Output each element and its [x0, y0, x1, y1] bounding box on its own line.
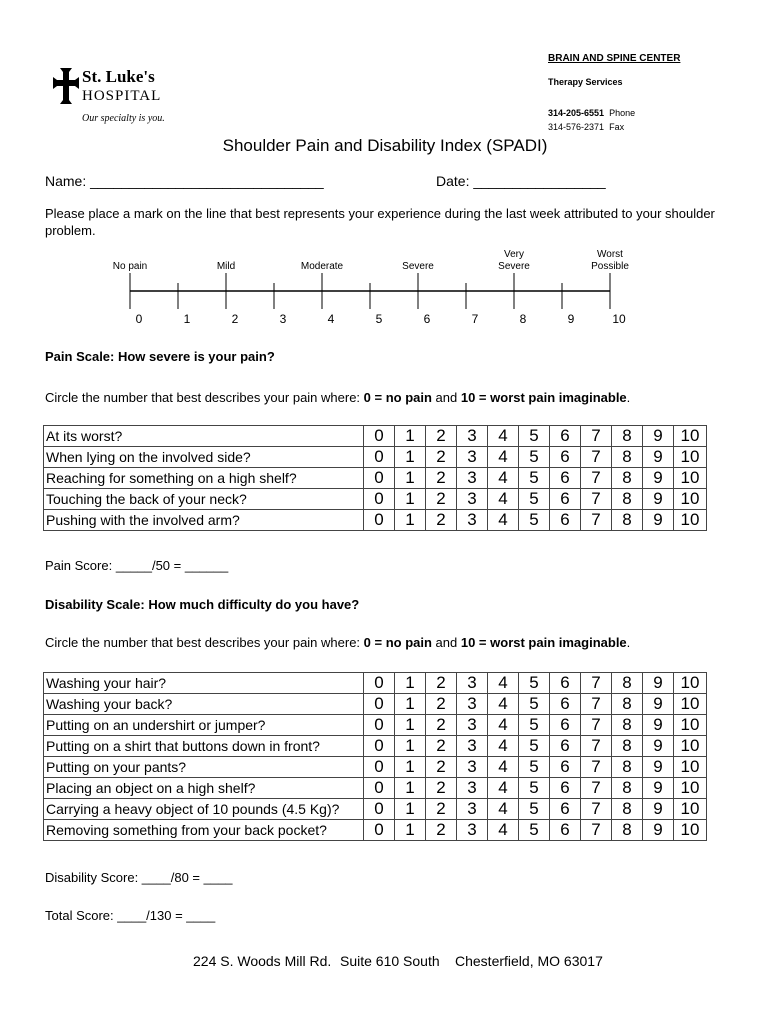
disability-instr-pre: Circle the number that best describes your pain where:	[45, 635, 364, 650]
scale-label: Mild	[216, 261, 236, 272]
pain-rating-7[interactable]: 7	[581, 426, 612, 447]
pain-row	[44, 510, 707, 531]
pain-instruction	[45, 390, 630, 405]
pain-rating-9[interactable]: 9	[643, 489, 674, 510]
pain-row	[44, 468, 707, 489]
phone-line	[548, 108, 635, 118]
disability-question: Putting on a shirt that buttons down in front?	[44, 736, 364, 757]
pain-instr-b2: 10 = worst pain imaginable	[460, 390, 627, 405]
pain-rating-9[interactable]: 9	[643, 468, 674, 489]
disability-rating-10[interactable]: 10	[674, 715, 707, 736]
scale-label: Possible	[591, 261, 629, 272]
pain-question: When lying on the involved side?	[44, 447, 364, 468]
disability-rating-10[interactable]: 10	[674, 673, 707, 694]
disability-row	[44, 673, 707, 694]
disability-rating-6[interactable]: 6	[550, 673, 581, 694]
disability-row	[44, 757, 707, 778]
scale-tick-label: 5	[375, 312, 383, 326]
services-label: Therapy Services	[548, 77, 623, 87]
disability-row	[44, 820, 707, 841]
disability-rating-5[interactable]: 5	[519, 820, 550, 841]
disability-rating-10[interactable]: 10	[674, 820, 707, 841]
disability-rating-9[interactable]: 9	[643, 778, 674, 799]
disability-rating-8[interactable]: 8	[612, 715, 643, 736]
scale-label: Very	[503, 249, 525, 260]
pain-question: Pushing with the involved arm?	[44, 510, 364, 531]
disability-rating-0[interactable]: 0	[364, 820, 395, 841]
pain-rating-0[interactable]: 0	[364, 426, 395, 447]
pain-rating-5[interactable]: 5	[519, 468, 550, 489]
disability-rating-5[interactable]: 5	[519, 778, 550, 799]
disability-rating-4[interactable]: 4	[488, 757, 519, 778]
pain-rating-6[interactable]: 6	[550, 468, 581, 489]
disability-rating-3[interactable]: 3	[457, 673, 488, 694]
disability-rating-2[interactable]: 2	[426, 673, 457, 694]
scale-tick-label: 7	[471, 312, 479, 326]
disability-row	[44, 778, 707, 799]
disability-rating-1[interactable]: 1	[395, 778, 426, 799]
pain-rating-4[interactable]: 4	[488, 468, 519, 489]
pain-rating-4[interactable]: 4	[488, 489, 519, 510]
scale-tick-label: 4	[327, 312, 335, 326]
disability-rating-0[interactable]: 0	[364, 715, 395, 736]
pain-row	[44, 426, 707, 447]
pain-row	[44, 447, 707, 468]
disability-rating-10[interactable]: 10	[674, 778, 707, 799]
disability-rating-4[interactable]: 4	[488, 673, 519, 694]
pain-rating-5[interactable]: 5	[519, 489, 550, 510]
scale-label: Moderate	[300, 261, 344, 272]
disability-rating-7[interactable]: 7	[581, 673, 612, 694]
pain-rating-6[interactable]: 6	[550, 447, 581, 468]
disability-question: Removing something from your back pocket?	[44, 820, 364, 841]
scale-label: Severe	[402, 261, 434, 272]
pain-question: Touching the back of your neck?	[44, 489, 364, 510]
pain-heading: Pain Scale: How severe is your pain?	[45, 349, 275, 364]
disability-rating-5[interactable]: 5	[519, 799, 550, 820]
disability-rating-10[interactable]: 10	[674, 736, 707, 757]
disability-rating-6[interactable]: 6	[550, 715, 581, 736]
disability-rating-5[interactable]: 5	[519, 694, 550, 715]
disability-rating-6[interactable]: 6	[550, 757, 581, 778]
disability-rating-10[interactable]: 10	[674, 757, 707, 778]
disability-rating-7[interactable]: 7	[581, 736, 612, 757]
pain-rating-7[interactable]: 7	[581, 510, 612, 531]
pain-rating-6[interactable]: 6	[550, 510, 581, 531]
scale-label: Severe	[498, 261, 530, 272]
scale-tick-label: 8	[519, 312, 527, 326]
disability-rating-4[interactable]: 4	[488, 820, 519, 841]
disability-rating-2[interactable]: 2	[426, 757, 457, 778]
pain-instr-end: .	[626, 390, 631, 405]
disability-rating-7[interactable]: 7	[581, 778, 612, 799]
disability-rating-9[interactable]: 9	[643, 736, 674, 757]
disability-rating-3[interactable]: 3	[457, 694, 488, 715]
cross-icon	[52, 66, 80, 106]
scale-tick-label: 10	[612, 312, 626, 326]
disability-rating-10[interactable]: 10	[674, 694, 707, 715]
disability-question: Carrying a heavy object of 10 pounds (4.5 Kg)?	[44, 799, 364, 820]
pain-rating-5[interactable]: 5	[519, 510, 550, 531]
date-field[interactable]: Date: _________________	[436, 173, 606, 189]
pain-rating-5[interactable]: 5	[519, 447, 550, 468]
pain-rating-3[interactable]: 3	[457, 447, 488, 468]
disability-rating-9[interactable]: 9	[643, 673, 674, 694]
disability-rating-3[interactable]: 3	[457, 715, 488, 736]
disability-rating-8[interactable]: 8	[612, 736, 643, 757]
pain-rating-10[interactable]: 10	[674, 426, 707, 447]
pain-rating-9[interactable]: 9	[643, 426, 674, 447]
pain-instr-pre: Circle the number that best describes your pain where:	[45, 390, 364, 405]
disability-rating-6[interactable]: 6	[550, 799, 581, 820]
disability-rating-2[interactable]: 2	[426, 778, 457, 799]
pain-instr-b1: 0 = no pain	[363, 390, 432, 405]
disability-rating-6[interactable]: 6	[550, 694, 581, 715]
disability-rating-5[interactable]: 5	[519, 715, 550, 736]
fax-line	[548, 122, 624, 132]
disability-rating-8[interactable]: 8	[612, 757, 643, 778]
pain-rating-2[interactable]: 2	[426, 447, 457, 468]
pain-scale-line[interactable]	[112, 245, 660, 330]
disability-rating-2[interactable]: 2	[426, 736, 457, 757]
disability-rating-1[interactable]: 1	[395, 694, 426, 715]
pain-rating-8[interactable]: 8	[612, 447, 643, 468]
disability-rating-2[interactable]: 2	[426, 820, 457, 841]
pain-rating-4[interactable]: 4	[488, 426, 519, 447]
disability-rating-1[interactable]: 1	[395, 736, 426, 757]
pain-rating-1[interactable]: 1	[395, 489, 426, 510]
pain-rating-1[interactable]: 1	[395, 426, 426, 447]
pain-rating-3[interactable]: 3	[457, 426, 488, 447]
total-score: Total Score: ____/130 = ____	[45, 908, 216, 923]
footer-suite: Suite 610 South	[340, 953, 440, 969]
disability-row	[44, 715, 707, 736]
pain-rating-1[interactable]: 1	[395, 447, 426, 468]
pain-rating-6[interactable]: 6	[550, 489, 581, 510]
pain-rating-7[interactable]: 7	[581, 489, 612, 510]
page-title: Shoulder Pain and Disability Index (SPADI)	[222, 136, 548, 155]
disability-rating-0[interactable]: 0	[364, 757, 395, 778]
scale-tick-label: 0	[135, 312, 143, 326]
disability-rating-9[interactable]: 9	[643, 820, 674, 841]
pain-rating-8[interactable]: 8	[612, 510, 643, 531]
instruction-text: Please place a mark on the line that best represents your experience during the last week attributed to your shoulder problem.	[45, 206, 715, 238]
disability-rating-3[interactable]: 3	[457, 820, 488, 841]
disability-rating-9[interactable]: 9	[643, 799, 674, 820]
pain-rating-1[interactable]: 1	[395, 468, 426, 489]
disability-row	[44, 694, 707, 715]
disability-rating-7[interactable]: 7	[581, 799, 612, 820]
disability-rating-1[interactable]: 1	[395, 757, 426, 778]
disability-rating-6[interactable]: 6	[550, 778, 581, 799]
footer-address: 224 S. Woods Mill Rd.	[193, 953, 332, 969]
phone-number: 314-205-6551	[548, 108, 605, 118]
disability-instruction	[45, 635, 630, 650]
disability-question: Washing your back?	[44, 694, 364, 715]
pain-rating-7[interactable]: 7	[581, 468, 612, 489]
pain-rating-10[interactable]: 10	[674, 447, 707, 468]
pain-rating-7[interactable]: 7	[581, 447, 612, 468]
pain-rating-6[interactable]: 6	[550, 426, 581, 447]
disability-rating-0[interactable]: 0	[364, 736, 395, 757]
disability-rating-4[interactable]: 4	[488, 799, 519, 820]
pain-rating-4[interactable]: 4	[488, 510, 519, 531]
center-name: BRAIN AND SPINE CENTER	[548, 53, 681, 64]
scale-tick-label: 9	[567, 312, 575, 326]
fax-label: Fax	[609, 122, 625, 132]
disability-question: Washing your hair?	[44, 673, 364, 694]
disability-rating-4[interactable]: 4	[488, 694, 519, 715]
disability-rating-5[interactable]: 5	[519, 736, 550, 757]
pain-rating-2[interactable]: 2	[426, 426, 457, 447]
disability-rating-8[interactable]: 8	[612, 778, 643, 799]
pain-rating-10[interactable]: 10	[674, 510, 707, 531]
pain-rating-8[interactable]: 8	[612, 426, 643, 447]
scale-label: No pain	[112, 261, 148, 272]
pain-rating-1[interactable]: 1	[395, 510, 426, 531]
disability-rating-8[interactable]: 8	[612, 673, 643, 694]
disability-rating-4[interactable]: 4	[488, 736, 519, 757]
pain-rating-3[interactable]: 3	[457, 489, 488, 510]
disability-question: Placing an object on a high shelf?	[44, 778, 364, 799]
disability-rating-2[interactable]: 2	[426, 694, 457, 715]
disability-rating-3[interactable]: 3	[457, 799, 488, 820]
disability-rating-0[interactable]: 0	[364, 778, 395, 799]
scale-tick-label: 6	[423, 312, 431, 326]
disability-rating-0[interactable]: 0	[364, 673, 395, 694]
pain-rating-8[interactable]: 8	[612, 489, 643, 510]
disability-rating-7[interactable]: 7	[581, 715, 612, 736]
disability-rating-3[interactable]: 3	[457, 778, 488, 799]
disability-rating-7[interactable]: 7	[581, 694, 612, 715]
disability-instr-b1: 0 = no pain	[363, 635, 432, 650]
disability-rating-1[interactable]: 1	[395, 673, 426, 694]
disability-rating-9[interactable]: 9	[643, 694, 674, 715]
name-field[interactable]: Name: ______________________________	[45, 173, 324, 189]
disability-row	[44, 799, 707, 820]
footer-city: Chesterfield, MO 63017	[455, 953, 603, 969]
scale-label: Worst	[597, 249, 623, 260]
disability-score: Disability Score: ____/80 = ____	[45, 870, 233, 885]
disability-rating-3[interactable]: 3	[457, 736, 488, 757]
pain-score: Pain Score: _____/50 = ______	[45, 558, 229, 573]
disability-rating-1[interactable]: 1	[395, 715, 426, 736]
disability-rating-4[interactable]: 4	[488, 778, 519, 799]
disability-table	[43, 672, 707, 841]
disability-rating-10[interactable]: 10	[674, 799, 707, 820]
logo-name: St. Luke's	[82, 67, 155, 86]
scale-tick-label: 1	[183, 312, 191, 326]
disability-rating-5[interactable]: 5	[519, 673, 550, 694]
pain-rating-3[interactable]: 3	[457, 510, 488, 531]
disability-instr-mid: and	[431, 635, 461, 650]
pain-rating-0[interactable]: 0	[364, 489, 395, 510]
disability-instr-b2: 10 = worst pain imaginable	[460, 635, 627, 650]
disability-rating-9[interactable]: 9	[643, 757, 674, 778]
disability-instr-end: .	[626, 635, 631, 650]
disability-question: Putting on your pants?	[44, 757, 364, 778]
disability-rating-7[interactable]: 7	[581, 757, 612, 778]
pain-row	[44, 489, 707, 510]
disability-rating-3[interactable]: 3	[457, 757, 488, 778]
disability-rating-0[interactable]: 0	[364, 694, 395, 715]
disability-rating-7[interactable]: 7	[581, 820, 612, 841]
disability-rating-5[interactable]: 5	[519, 757, 550, 778]
scale-tick-label: 2	[231, 312, 239, 326]
pain-rating-2[interactable]: 2	[426, 468, 457, 489]
pain-question: Reaching for something on a high shelf?	[44, 468, 364, 489]
disability-rating-8[interactable]: 8	[612, 799, 643, 820]
disability-rating-0[interactable]: 0	[364, 799, 395, 820]
pain-rating-10[interactable]: 10	[674, 489, 707, 510]
disability-rating-1[interactable]: 1	[395, 820, 426, 841]
pain-rating-5[interactable]: 5	[519, 426, 550, 447]
disability-heading: Disability Scale: How much difficulty do you have?	[45, 597, 360, 612]
disability-rating-9[interactable]: 9	[643, 715, 674, 736]
pain-rating-0[interactable]: 0	[364, 468, 395, 489]
pain-table	[43, 425, 707, 531]
pain-rating-0[interactable]: 0	[364, 447, 395, 468]
pain-rating-2[interactable]: 2	[426, 489, 457, 510]
phone-label: Phone	[609, 108, 636, 118]
pain-rating-3[interactable]: 3	[457, 468, 488, 489]
pain-rating-8[interactable]: 8	[612, 468, 643, 489]
disability-rating-1[interactable]: 1	[395, 799, 426, 820]
pain-rating-10[interactable]: 10	[674, 468, 707, 489]
disability-rating-2[interactable]: 2	[426, 715, 457, 736]
disability-rating-2[interactable]: 2	[426, 799, 457, 820]
tagline: Our specialty is you.	[82, 113, 165, 124]
disability-rating-8[interactable]: 8	[612, 694, 643, 715]
disability-row	[44, 736, 707, 757]
scale-tick-label: 3	[279, 312, 287, 326]
logo-sub: HOSPITAL	[82, 88, 162, 104]
disability-rating-4[interactable]: 4	[488, 715, 519, 736]
disability-question: Putting on an undershirt or jumper?	[44, 715, 364, 736]
disability-rating-8[interactable]: 8	[612, 820, 643, 841]
pain-instr-mid: and	[431, 390, 461, 405]
fax-number: 314-576-2371	[548, 122, 605, 132]
pain-rating-9[interactable]: 9	[643, 447, 674, 468]
pain-rating-0[interactable]: 0	[364, 510, 395, 531]
pain-rating-2[interactable]: 2	[426, 510, 457, 531]
pain-question: At its worst?	[44, 426, 364, 447]
disability-rating-6[interactable]: 6	[550, 736, 581, 757]
pain-rating-9[interactable]: 9	[643, 510, 674, 531]
disability-rating-6[interactable]: 6	[550, 820, 581, 841]
pain-rating-4[interactable]: 4	[488, 447, 519, 468]
